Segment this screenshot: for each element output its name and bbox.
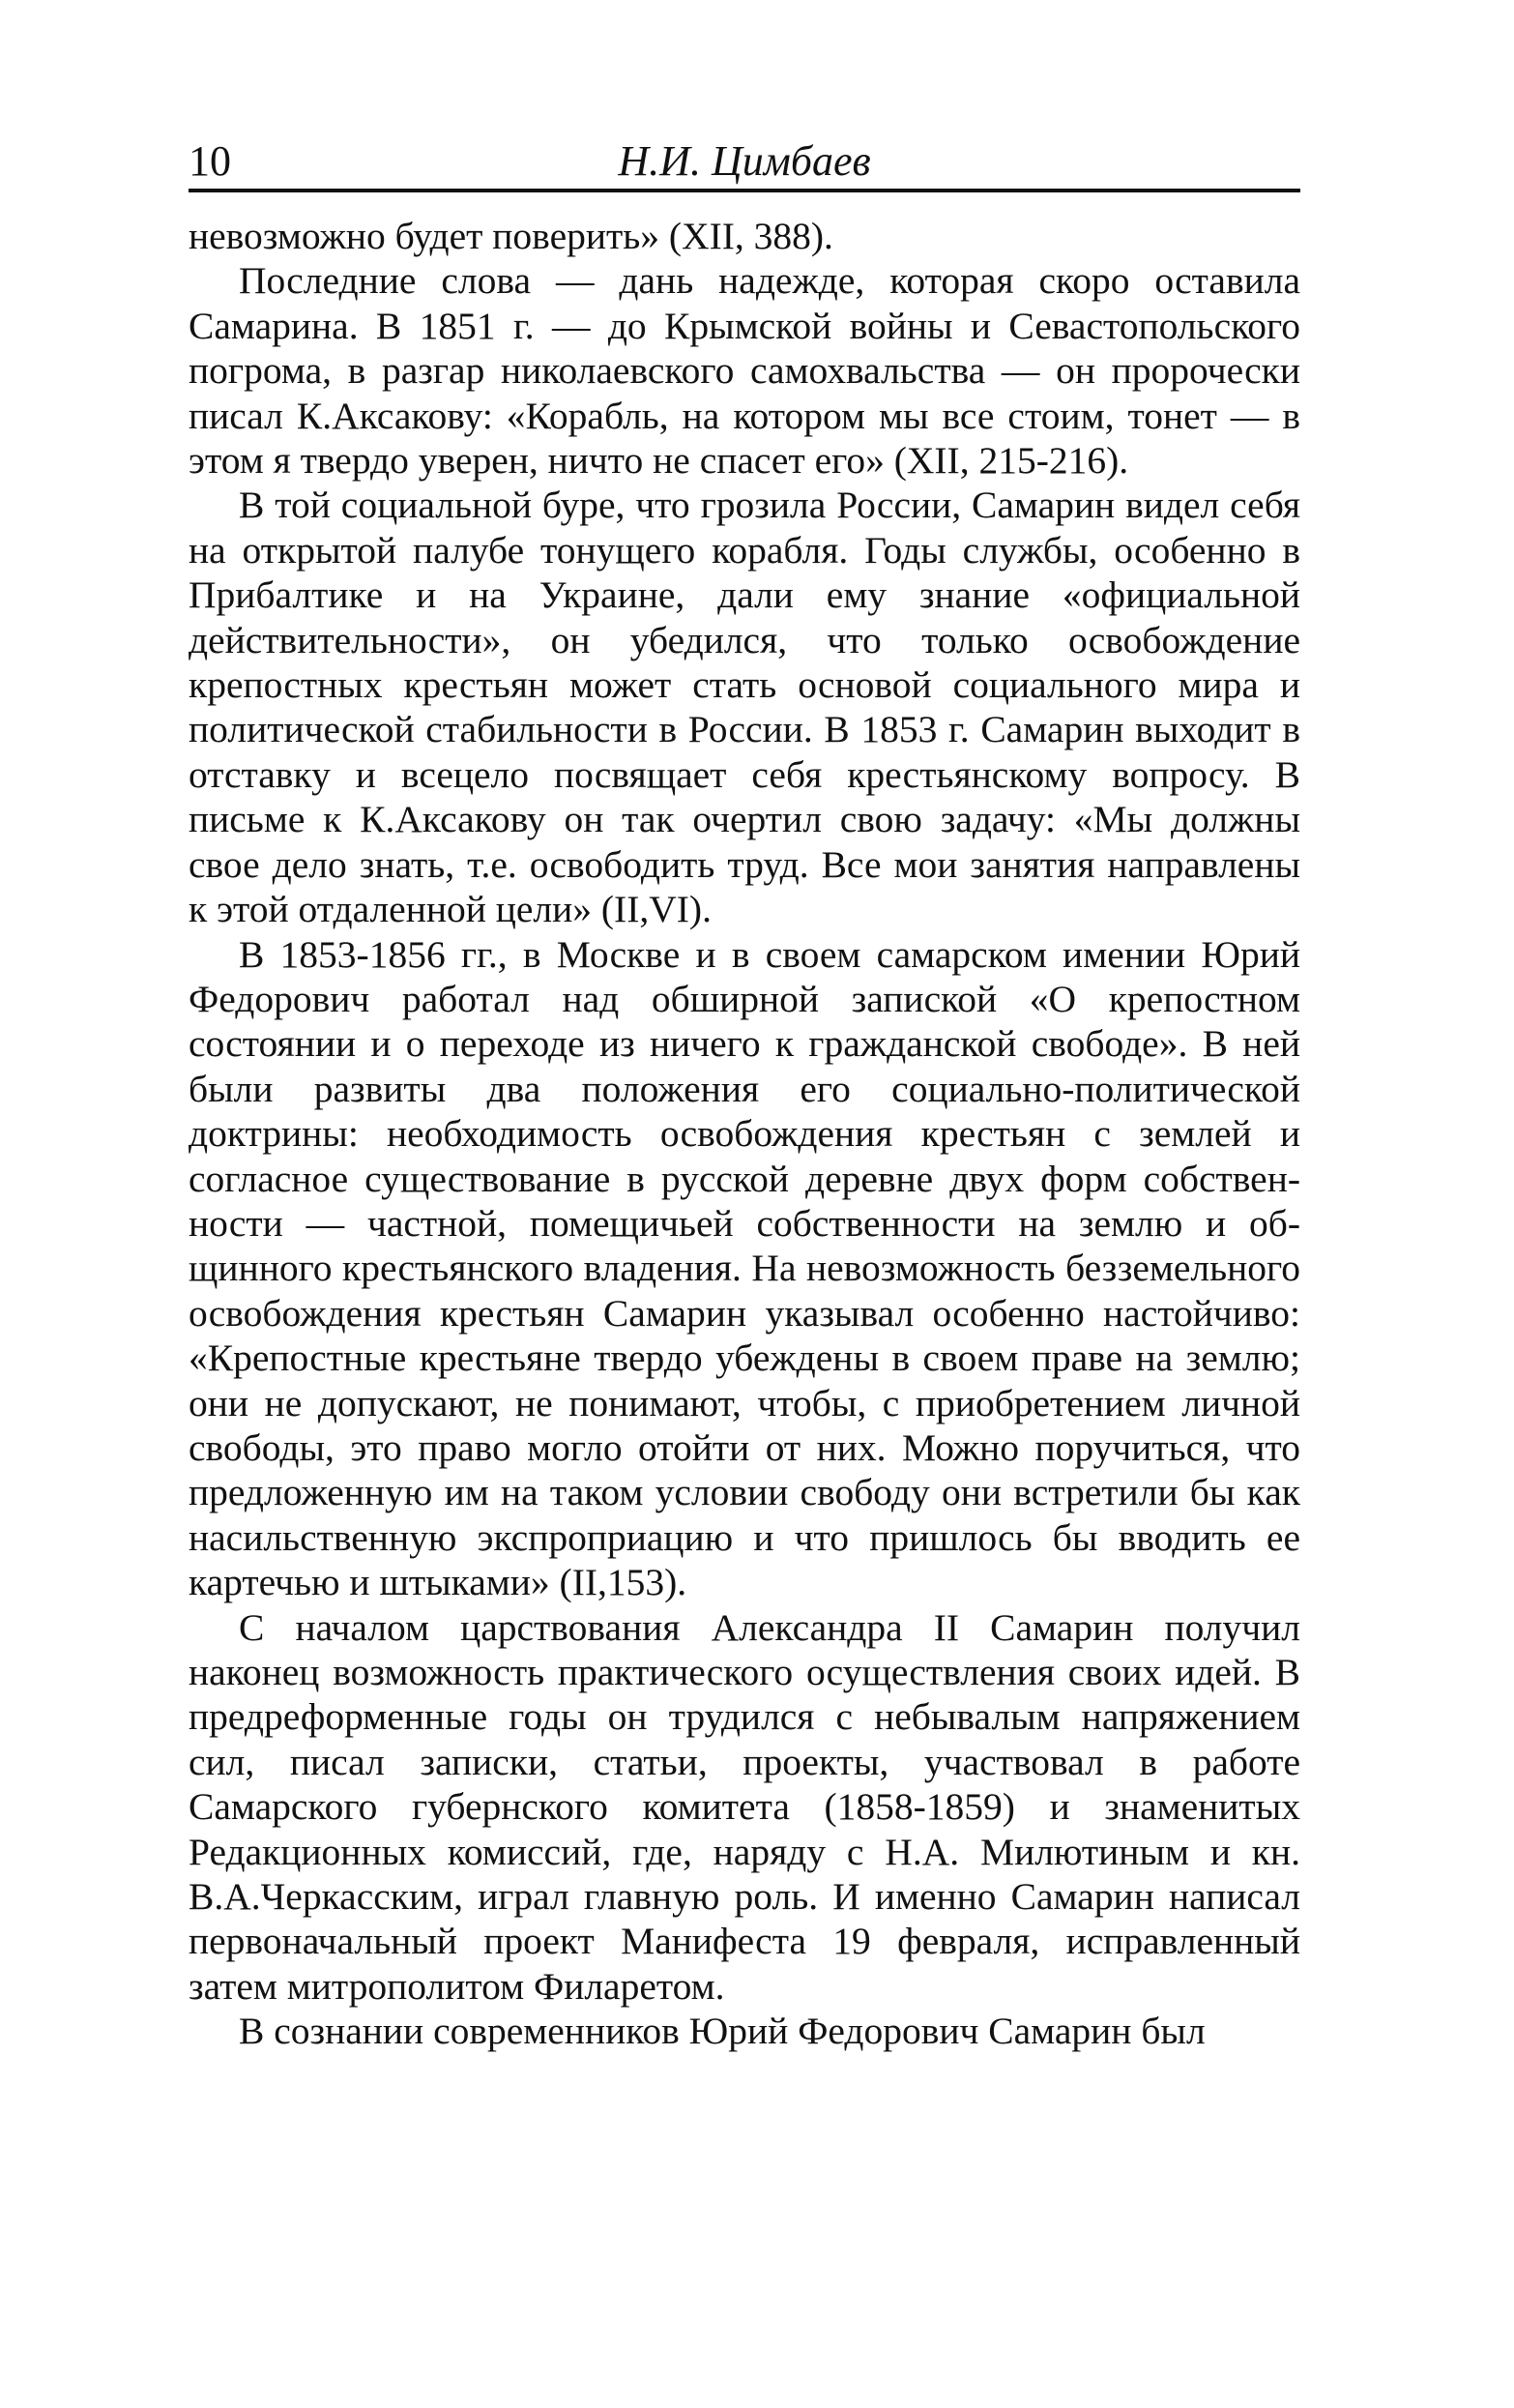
body-text <box>189 214 1300 2054</box>
running-head <box>189 131 1300 192</box>
book-page <box>189 131 1300 2054</box>
paragraph: В 1853-1856 гг., в Москве и в своем самарском имении Юрий Федорович работал над обширной запиской «О крепостном состоянии и о переходе из ничего к гражданской свободе». В ней были развиты два положения его социально-политической доктрины: необходимость освобождения крестьян с землей и согласное существование в русской деревне двух форм собственности — частной, помещичьей собственности на землю и общинного крестьянского владения. На невозможность безземельного освобождения крестьян Самарин указывал особенно настойчиво: «Крепостные крестьяне твердо убеждены в своем праве на землю; они не допускают, не понимают, чтобы, с приобретением личной свободы, это право могло отойти от них. Можно поручиться, что предложенную им на таком условии свободу они встретили бы как насильственную экспроприацию и что пришлось бы вводить ее картечью и штыками» (II,153). <box>189 932 1300 1604</box>
paragraph: Последние слова — дань надежде, которая скоро оставила Самарина. В 1851 г. — до Крымской войны и Севастопольского погрома, в разгар николаевского самохвальства — он пророчески писал К.Аксакову: «Корабль, на котором мы все стоим, тонет — в этом я твердо уверен, ничто не спасет его» (XII, 215-216). <box>189 259 1300 483</box>
paragraph: В сознании современников Юрий Федорович Самарин был <box>239 2010 1206 2053</box>
page-number: 10 <box>189 137 231 185</box>
running-title: Н.И. Цимбаев <box>618 137 871 185</box>
paragraph: В той социальной буре, что грозила России, Самарин видел себя на открытой палубе тонущего корабля. Годы службы, особенно в Прибалтике и на Украине, дали ему знание «официальной действительности», он убедился, что только освобождение крепостных крестьян может стать основой социального мира и политической стабильности в России. В 1853 г. Самарин выходит в отставку и всецело посвящает себя крестьянскому вопросу. В письме к К.Аксакову он так очертил свою задачу: «Мы должны свое дело знать, т.е. освободить труд. Все мои занятия направлены к этой отдаленной цели» (II,VI). <box>189 484 1300 931</box>
paragraph-continuation: невозможно будет поверить» (XII, 388). <box>189 215 833 257</box>
paragraph: С началом царствования Александра II Самарин получил наконец возможность практического осуществления своих идей. В предреформенные годы он трудился с небывалым напряжением сил, писал записки, статьи, проекты, участвовал в работе Самарского губернского комитета (1858-1859) и знаменитых Редакционных комиссий, где, наряду с Н.А. Милютиным и кн. В.А.Черкасским, играл главную роль. И именно Самарин написал первоначальный проект Манифеста 19 февраля, исправленный затем митрополитом Филаретом. <box>189 1605 1300 2008</box>
